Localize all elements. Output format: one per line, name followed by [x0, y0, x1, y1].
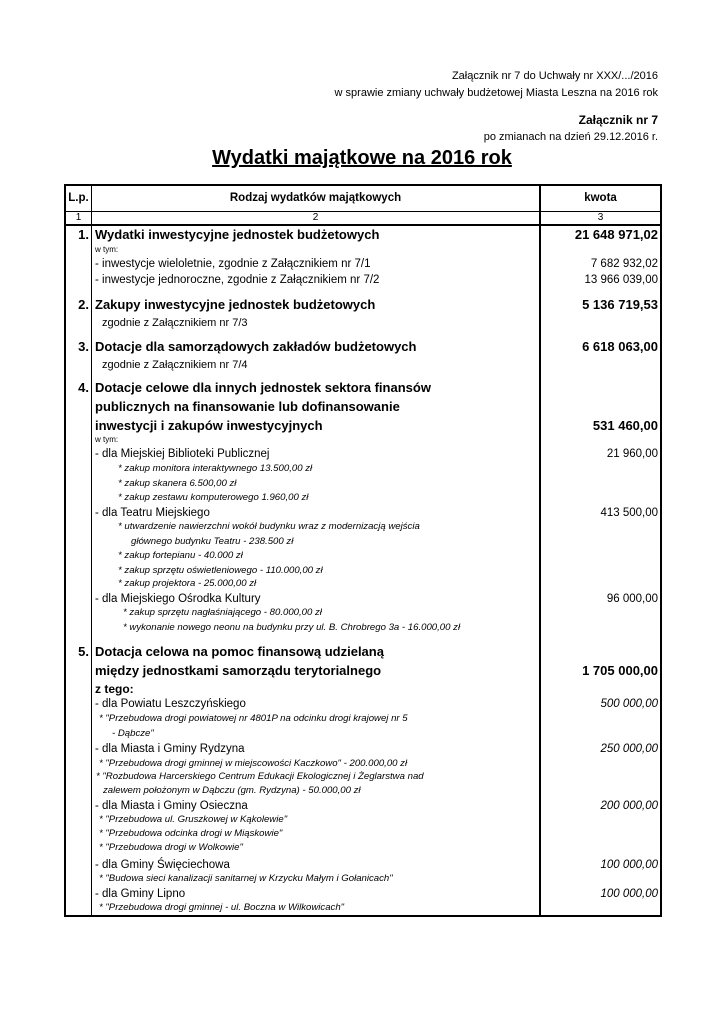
detail-item: * zakup projektora - 25.000,00 zł [118, 578, 257, 589]
group-label: - dla Miejskiego Ośrodka Kultury [95, 593, 261, 605]
section-number: 4. [78, 380, 89, 395]
table-border [64, 184, 662, 186]
detail-item: zalewem położonym w Dąbczu (gm. Rydzyna) - 50.000,00 zł [103, 785, 361, 796]
group-amount: 21 960,00 [606, 448, 658, 460]
section-title: publicznych na finansowanie lub dofinansowanie [95, 399, 400, 414]
section-amount: 531 460,00 [592, 418, 658, 433]
column-header-amount: kwota [584, 192, 617, 204]
group-amount: 100 000,00 [600, 859, 658, 871]
group-amount: 100 000,00 [600, 888, 658, 900]
detail-item: * "Przebudowa drogi powiatowej nr 4801P na odcinku drogi krajowej nr 5 [99, 713, 408, 724]
group-label: - dla Miasta i Gminy Rydzyna [95, 743, 245, 755]
detail-item: * zakup skanera 6.500,00 zł [118, 478, 237, 489]
group-label: - dla Gminy Lipno [95, 888, 186, 900]
section-title: Dotacja celowa na pomoc finansową udzielaną [95, 644, 384, 659]
section-note: zgodnie z Załącznikiem nr 7/4 [102, 359, 248, 371]
detail-item: * "Przebudowa drogi gminnej - ul. Boczna w Wilkowicach" [99, 902, 345, 913]
section-number: 5. [78, 644, 89, 659]
group-label: - dla Miejskiej Biblioteki Publicznej [95, 448, 270, 460]
detail-item: * zakup fortepianu - 40.000 zł [118, 550, 243, 561]
section-title: Wydatki inwestycyjne jednostek budżetowych [95, 227, 380, 242]
section-note: zgodnie z Załącznikiem nr 7/3 [102, 317, 248, 329]
group-amount: 413 500,00 [600, 507, 658, 519]
section-title: między jednostkami samorządu terytorialnego [95, 663, 382, 678]
wtym-label: w tym: [95, 245, 119, 254]
group-amount: 96 000,00 [606, 593, 658, 605]
detail-item: * zakup sprzętu nagłaśniającego - 80.000,00 zł [123, 607, 322, 618]
detail-item: * zakup zestawu komputerowego 1.960,00 zł [118, 492, 309, 503]
section-title: inwestycji i zakupów inwestycyjnych [95, 418, 323, 433]
annex-reference: Załącznik nr 7 do Uchwały nr XXX/.../2016 [451, 70, 658, 82]
column-header-lp: L.p. [68, 192, 89, 204]
line-item: - inwestycje jednoroczne, zgodnie z Załącznikiem nr 7/2 [95, 274, 380, 286]
group-label: - dla Miasta i Gminy Osieczna [95, 800, 248, 812]
column-number: 3 [597, 212, 604, 223]
section-number: 3. [78, 339, 89, 354]
detail-item: * "Przebudowa ul. Gruszkowej w Kąkolewie" [99, 814, 288, 825]
detail-item: * "Przebudowa drogi gminnej w miejscowości Kaczkowo" - 200.000,00 zł [99, 758, 408, 769]
group-label: - dla Teatru Miejskiego [95, 507, 210, 519]
detail-item: * "Przebudowa odcinka drogi w Miąskowie" [99, 828, 283, 839]
annex-subject: w sprawie zmiany uchwały budżetowej Miasta Leszna na 2016 rok [334, 87, 658, 99]
detail-item: * utwardzenie nawierzchni wokół budynku wraz z modernizacją wejścia [118, 521, 420, 532]
section-amount: 1 705 000,00 [582, 663, 658, 678]
table-border [64, 184, 66, 917]
group-label: - dla Powiatu Leszczyńskiego [95, 698, 246, 710]
detail-item: * wykonanie nowego neonu na budynku przy ul. B. Chrobrego 3a - 16.000,00 zł [123, 622, 461, 633]
changes-date: po zmianach na dzień 29.12.2016 r. [483, 131, 658, 143]
column-divider [539, 184, 541, 917]
column-number: 2 [312, 212, 319, 223]
wtym-label: w tym: [95, 435, 119, 444]
column-number: 1 [75, 212, 82, 223]
section-amount: 6 618 063,00 [582, 339, 658, 354]
detail-item: * "Budowa sieci kanalizacji sanitarnej w Krzycku Małym i Gołanicach" [99, 873, 393, 884]
column-divider [91, 184, 92, 917]
section-amount: 21 648 971,02 [574, 227, 658, 242]
section-title: Zakupy inwestycyjne jednostek budżetowych [95, 297, 376, 312]
line-amount: 13 966 039,00 [584, 274, 658, 286]
group-amount: 200 000,00 [600, 800, 658, 812]
detail-item: * "Przebudowa drogi w Wolkowie" [99, 842, 243, 853]
section-amount: 5 136 719,53 [582, 297, 658, 312]
detail-item: * "Rozbudowa Harcerskiego Centrum Edukacji Ekologicznej i Żeglarstwa nad [96, 771, 424, 782]
group-amount: 500 000,00 [600, 698, 658, 710]
detail-item: * zakup monitora interaktywnego 13.500,00 zł [118, 463, 313, 474]
section-number: 1. [78, 227, 89, 242]
group-label: - dla Gminy Święciechowa [95, 859, 230, 871]
section-number: 2. [78, 297, 89, 312]
line-amount: 7 682 932,02 [590, 258, 658, 270]
line-item: - inwestycje wieloletnie, zgodnie z Załącznikiem nr 7/1 [95, 258, 371, 270]
column-header-type: Rodzaj wydatków majątkowych [229, 192, 402, 204]
section-title: Dotacje dla samorządowych zakładów budżetowych [95, 339, 417, 354]
table-border [660, 184, 662, 917]
page-title: Wydatki majątkowe na 2016 rok [212, 147, 512, 169]
group-amount: 250 000,00 [600, 743, 658, 755]
table-border [64, 915, 662, 917]
ztego-label: z tego: [95, 682, 134, 696]
section-title: Dotacje celowe dla innych jednostek sektora finansów [95, 380, 431, 395]
detail-item: głównego budynku Teatru - 238.500 zł [131, 536, 294, 547]
detail-item: * zakup sprzętu oświetleniowego - 110.000,00 zł [118, 565, 323, 576]
detail-item: - Dąbcze" [112, 728, 154, 739]
annex-number: Załącznik nr 7 [578, 113, 658, 127]
